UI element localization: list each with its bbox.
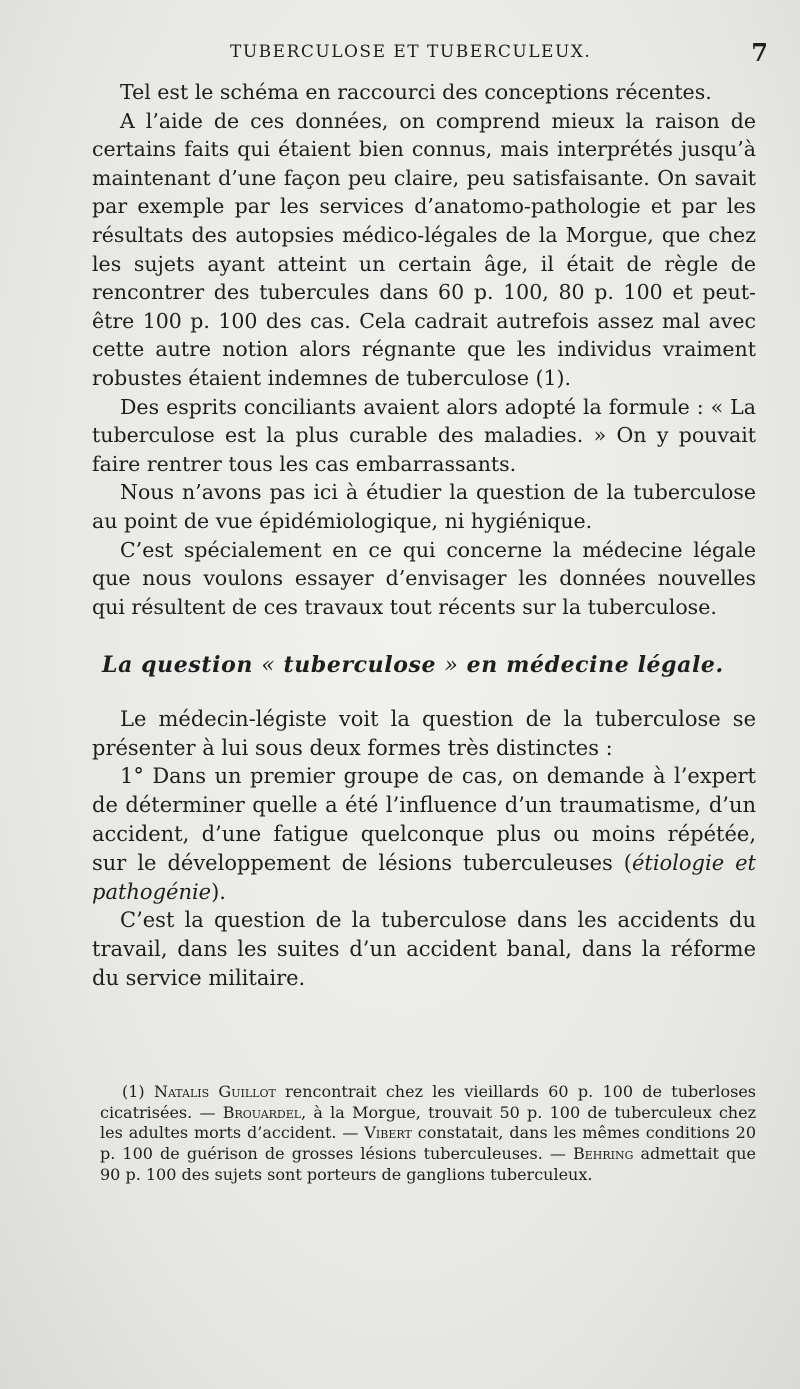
heading-open-quote: « xyxy=(261,653,276,679)
author-name: Vibert xyxy=(364,1123,412,1143)
author-name: Behring xyxy=(573,1144,634,1164)
heading-keyword: tuberculose xyxy=(283,652,437,679)
text-run: , à la Morgue, trouvait 50 p. 100 de tuberculeux chez les adultes morts d’accident. — xyxy=(100,1102,757,1143)
running-title: TUBERCULOSE ET TUBERCULEUX. xyxy=(230,42,592,62)
paragraph: Le médecin-légiste voit la question de la tuberculose se présenter à lui sous deux formes très distinctes : xyxy=(92,706,756,760)
italic-text: étiologie et pathogénie xyxy=(92,850,756,904)
text-run: rencontrait chez les vieillards 60 p. 100 de tuberloses cicatrisées. — xyxy=(100,1082,756,1122)
footnote-text xyxy=(100,1082,756,1186)
section-text xyxy=(92,705,756,993)
page-header xyxy=(100,38,768,68)
paragraph: C’est spécialement en ce qui concerne la médecine légale que nous voulons essayer d’envisager les données nouvelles qui résultent de ces travaux tout récents sur la tuberculose. xyxy=(92,537,756,619)
heading-part: en médecine légale. xyxy=(466,652,724,679)
paragraph: Des esprits conciliants avaient alors adopté la formule : « La tuberculose est la plus curable des maladies. » On y pouvait faire rentrer tous les cas embarrassants. xyxy=(92,394,756,476)
text-run: ). xyxy=(211,879,226,904)
text-run: 1° Dans un premier groupe de cas, on demande à l’expert de déterminer quelle a été l’influence d’un traumatisme, d’un accident, d’une fatigue quelconque plus ou moins répétée, sur le développement de lésions tuberculeuses ( xyxy=(92,764,756,875)
section-heading xyxy=(102,651,756,681)
author-name: Brouardel xyxy=(222,1102,302,1122)
paragraph: A l’aide de ces données, on comprend mieux la raison de certains faits qui étaient bien connus, mais interprétés jusqu’à maintenant d’une façon peu claire, peu satisfaisante. On savait par exemple par les services d’anatomo-pathologie et par les résultats des autopsies médico-légales de la Morgue, que chez les sujets ayant atteint un certain âge, il était de règle de rencontrer des tubercules dans 60 p. 100, 80 p. 100 et peut-être 100 p. 100 des cas. Cela cadrait autrefois assez mal avec cette autre notion alors régnante que les individus vraiment robustes étaient indemnes de tuberculose (1). xyxy=(92,108,756,390)
paragraph: Nous n’avons pas ici à étudier la question de la tuberculose au point de vue épidémiologique, ni hygiénique. xyxy=(92,480,756,533)
author-name: Natalis Guillot xyxy=(153,1082,276,1101)
paragraph: Tel est le schéma en raccourci des conceptions récentes. xyxy=(120,80,712,104)
main-text xyxy=(92,78,756,993)
paragraph: C’est la question de la tuberculose dans les accidents du travail, dans les suites d’un accident banal, dans la réforme du service militaire. xyxy=(92,908,756,991)
heading-close-quote: » xyxy=(444,653,459,679)
heading-part: La question xyxy=(102,652,253,679)
text-run: constatait, dans les mêmes conditions 20 p. 100 de guérison de grosses lésions tuberculeuses. — xyxy=(100,1123,757,1164)
footnote-marker: (1) xyxy=(122,1082,145,1101)
text-run: admettait que 90 p. 100 des sujets sont porteurs de ganglions tuberculeux. xyxy=(100,1144,756,1184)
paragraph xyxy=(92,762,756,906)
footnote xyxy=(100,1082,756,1186)
page-number: 7 xyxy=(751,38,768,67)
